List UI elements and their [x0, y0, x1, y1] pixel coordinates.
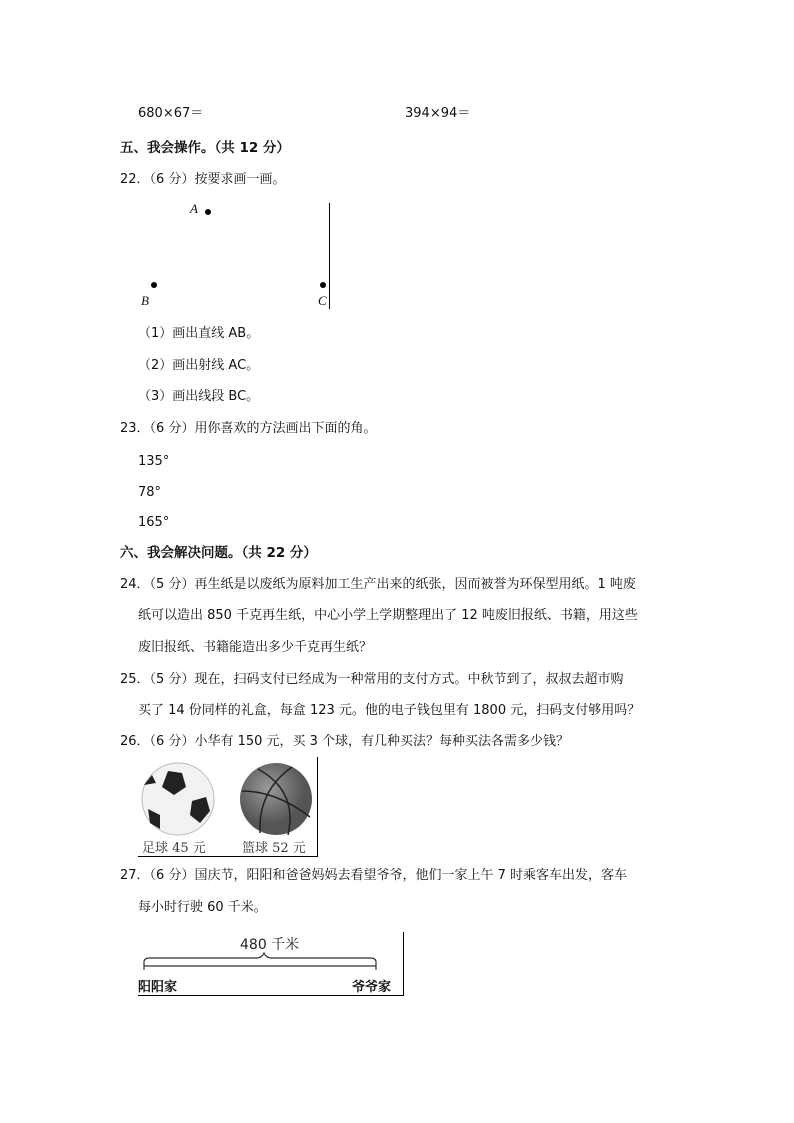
q24-line-1: 24．（5 分）再生纸是以废纸为原料加工生产出来的纸张，因而被誉为环保型用纸。1 吨废 — [120, 577, 636, 592]
calc-1: 680×67＝ — [138, 106, 204, 121]
q27-line-1: 27．（6 分）国庆节，阳阳和爸爸妈妈去看望爷爷，他们一家上午 7 时乘客车出发，客车 — [120, 868, 627, 883]
figure-border — [138, 856, 318, 857]
q22-task-3: （3）画出线段 BC。 — [138, 389, 260, 404]
q22-text: 22．（6 分）按要求画一画。 — [120, 172, 286, 187]
q25-line-2: 买了 14 份同样的礼盒，每盒 123 元。他的电子钱包里有 1800 元，扫码支付够用吗？ — [138, 703, 641, 718]
point-c-label: C — [318, 293, 327, 308]
figure-border — [329, 203, 330, 309]
football-icon — [140, 761, 216, 837]
q24-line-3: 废旧报纸、书籍能造出多少千克再生纸？ — [138, 640, 373, 655]
q27-line-2: 每小时行驶 60 千米。 — [138, 900, 267, 915]
point-a — [205, 209, 211, 215]
basketball-price: 篮球 52 元 — [242, 841, 306, 856]
football-price: 足球 45 元 — [142, 841, 206, 856]
point-a-label: A — [190, 201, 198, 216]
distance-brace — [138, 952, 398, 972]
point-b-label: B — [141, 293, 149, 308]
q26-text: 26．（6 分）小华有 150 元，买 3 个球，有几种买法？每种买法各需多少钱？ — [120, 734, 570, 749]
angle-135: 135° — [138, 454, 170, 469]
angle-165: 165° — [138, 515, 170, 530]
start-home-label: 阳阳家 — [138, 980, 178, 995]
distance-label: 480 千米 — [240, 937, 300, 953]
q23-text: 23．（6 分）用你喜欢的方法画出下面的角。 — [120, 421, 377, 436]
angle-78: 78° — [138, 485, 162, 500]
point-c — [320, 282, 326, 288]
q22-points-figure — [138, 203, 330, 311]
q27-distance-diagram — [138, 932, 404, 996]
q25-line-1: 25．（5 分）现在，扫码支付已经成为一种常用的支付方式。中秋节到了，叔叔去超市购 — [120, 672, 624, 687]
figure-border — [317, 757, 318, 857]
figure-border — [138, 995, 404, 996]
section-6-title: 六、我会解决问题。（共 22 分） — [120, 545, 317, 561]
q24-line-2: 纸可以造出 850 千克再生纸，中心小学上学期整理出了 12 吨废旧报纸、书籍，用这些 — [138, 608, 638, 623]
basketball-icon — [238, 761, 314, 837]
q22-task-2: （2）画出射线 AC。 — [138, 358, 260, 373]
q22-task-1: （1）画出直线 AB。 — [138, 326, 260, 341]
q26-balls-figure — [138, 757, 318, 857]
figure-border — [403, 932, 404, 996]
grandpa-home-label: 爷爷家 — [352, 980, 392, 995]
point-b — [151, 282, 157, 288]
calc-2: 394×94＝ — [405, 106, 471, 121]
section-5-title: 五、我会操作。（共 12 分） — [120, 140, 290, 156]
